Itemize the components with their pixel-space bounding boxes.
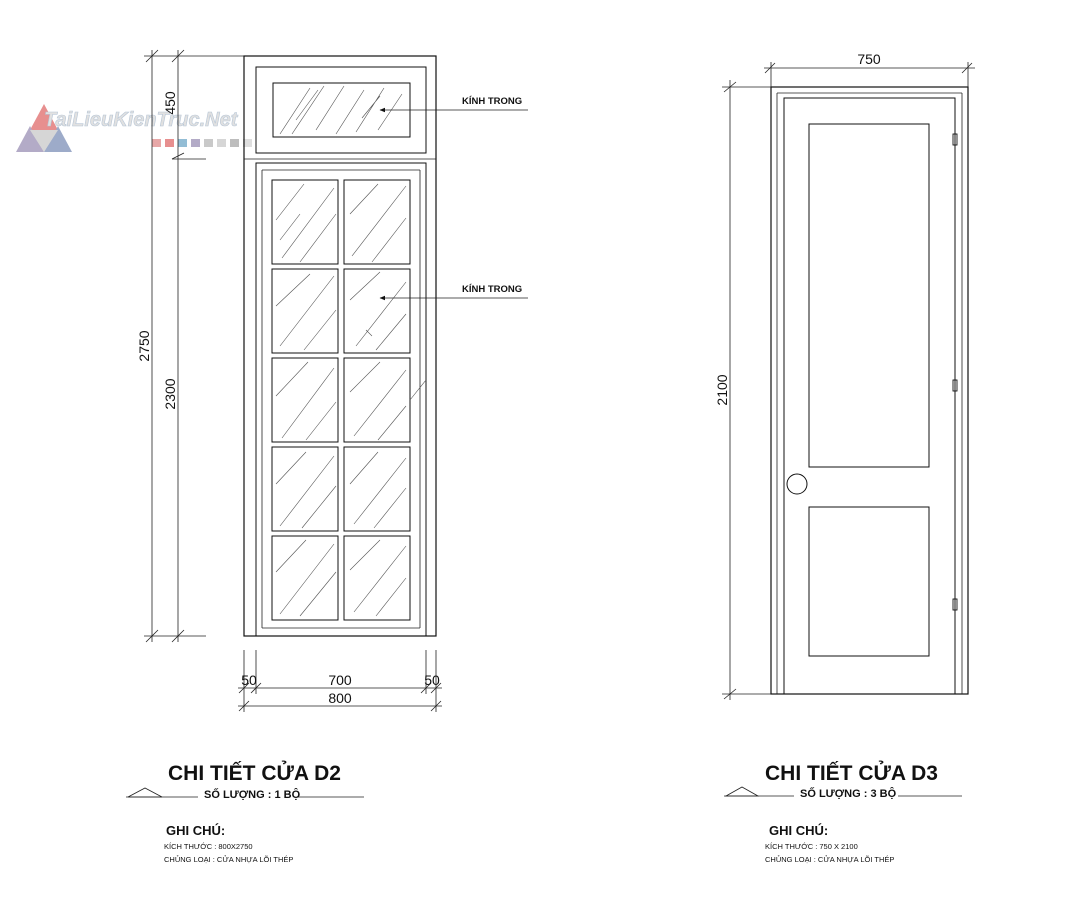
watermark-text: TaiLieuKienTruc.Net (44, 109, 238, 131)
d3-quantity: SỐ LƯỢNG : 3 BỘ (800, 788, 897, 800)
d2-type-note: CHỦNG LOẠI : CỬA NHỰA LÕI THÉP (164, 855, 294, 864)
door-d2-elevation (126, 50, 528, 864)
d2-dim-total-height: 2750 (136, 330, 152, 362)
d3-title: CHI TIẾT CỬA D3 (765, 762, 938, 785)
d3-outer-frame (771, 87, 968, 694)
door-d3-elevation (714, 51, 975, 864)
d2-dim-inner-width: 700 (328, 672, 352, 688)
d2-pane (272, 180, 338, 264)
d2-outer-frame (244, 56, 436, 636)
d3-note-heading: GHI CHÚ: (769, 823, 829, 838)
d3-dim-height: 2100 (714, 374, 730, 406)
watermark (16, 104, 252, 152)
d3-size-note: KÍCH THƯỚC : 750 X 2100 (765, 842, 858, 851)
d2-dim-total-width: 800 (328, 690, 352, 706)
d3-dimensions (714, 51, 975, 700)
d2-pane (344, 447, 410, 531)
d3-lower-panel (809, 507, 929, 656)
d2-callout-door: KÍNH TRONG (462, 284, 523, 295)
d2-horizontal-dimensions (238, 650, 442, 712)
d2-title-block (126, 761, 364, 864)
d2-note-heading: GHI CHÚ: (166, 823, 226, 838)
d2-title-marker-icon (128, 788, 162, 797)
d2-pane (344, 180, 410, 264)
d3-door-knob-icon (787, 474, 807, 494)
d2-dim-left-frame: 50 (241, 672, 257, 688)
d2-callout-transom: KÍNH TRONG (462, 96, 523, 107)
d2-vertical-dimensions (136, 50, 244, 642)
d2-dim-transom-height: 450 (162, 91, 178, 115)
d2-size-note: KÍCH THƯỚC : 800X2750 (164, 842, 253, 851)
d2-pane (272, 358, 338, 442)
d2-quantity: SỐ LƯỢNG : 1 BỘ (204, 789, 301, 801)
d2-pane (272, 536, 338, 620)
d3-dim-width: 750 (857, 51, 881, 67)
d3-type-note: CHỦNG LOẠI : CỬA NHỰA LÕI THÉP (765, 855, 895, 864)
d2-title: CHI TIẾT CỬA D2 (168, 762, 341, 785)
d3-title-block (724, 761, 962, 864)
d2-pane (272, 447, 338, 531)
d2-pane (344, 536, 410, 620)
d2-pane (272, 269, 338, 353)
d2-pane (344, 358, 410, 442)
d3-title-marker-icon (726, 787, 758, 796)
d3-upper-panel (809, 124, 929, 467)
d2-dim-door-height: 2300 (162, 378, 178, 410)
d2-door-leaf (256, 163, 426, 636)
d2-pane (344, 269, 410, 353)
watermark-color-strip (152, 139, 252, 147)
d2-dim-right-frame: 50 (424, 672, 440, 688)
